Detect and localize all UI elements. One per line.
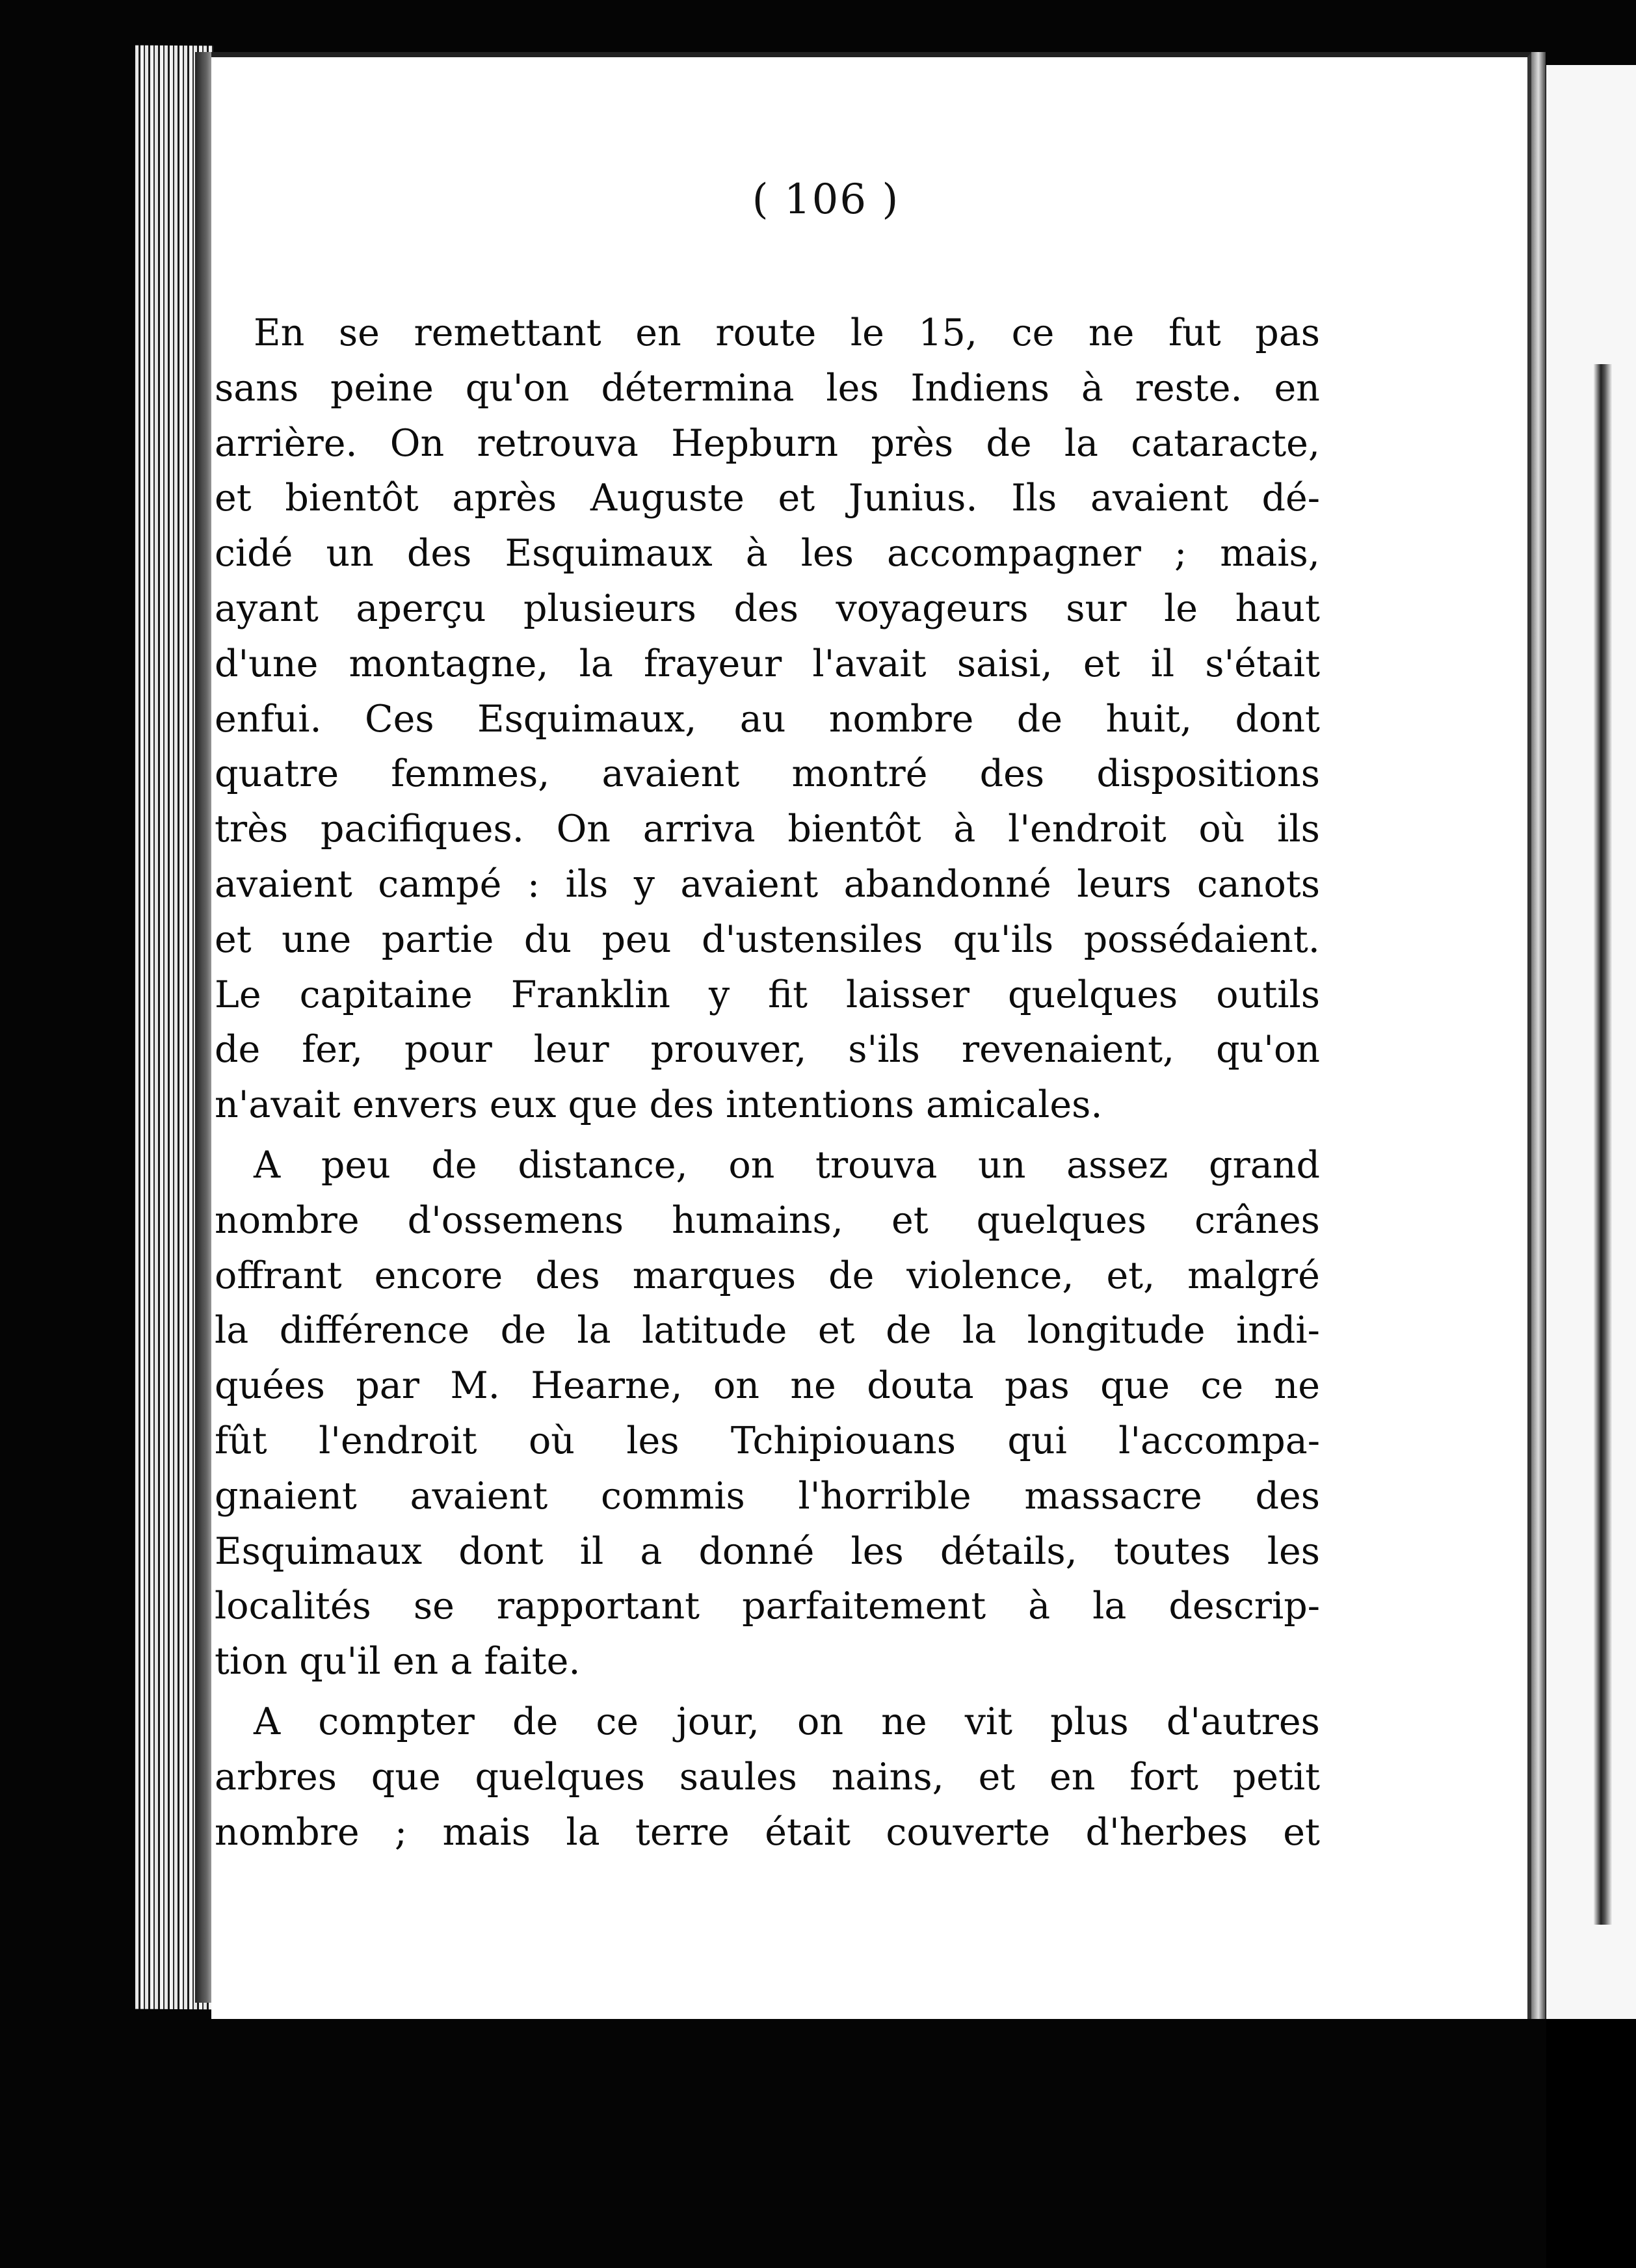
text-line: offrant encore des marques de violence, et, malgré — [215, 1254, 1320, 1297]
text-line: d'une montagne, la frayeur l'avait saisi, et il s'était — [215, 642, 1320, 685]
text-line: nombre d'ossemens humains, et quelques crânes — [215, 1198, 1320, 1242]
text-line: nombre ; mais la terre était couverte d'herbes et — [215, 1810, 1320, 1854]
text-line: A peu de distance, on trouva un assez grand — [254, 1143, 1320, 1187]
text-line: la différence de la latitude et de la longitude indi- — [215, 1309, 1320, 1352]
text-line: arrière. On retrouva Hepburn près de la cataracte, — [215, 421, 1320, 465]
text-line: Esquimaux dont il a donné les détails, toutes les — [215, 1529, 1320, 1573]
text-line: gnaient avaient commis l'horrible massacre des — [215, 1474, 1320, 1518]
page-number: ( 106 ) — [752, 176, 900, 224]
text-line: En se remettant en route le 15, ce ne fut pas — [254, 311, 1320, 354]
text-line: cidé un des Esquimaux à les accompagner ; mais, — [215, 532, 1320, 575]
scan-corner — [1546, 2019, 1636, 2268]
text-line: tion qu'il en a faite. — [215, 1640, 581, 1683]
text-line: avaient campé : ils y avaient abandonné leurs canots — [215, 862, 1320, 906]
text-line: sans peine qu'on détermina les Indiens à reste. en — [215, 366, 1320, 410]
text-line: arbres que quelques saules nains, et en fort petit — [215, 1755, 1320, 1799]
text-line: et bientôt après Auguste et Junius. Ils avaient dé- — [215, 477, 1320, 520]
paragraph-gap — [215, 1133, 1320, 1138]
facing-page-fold — [1593, 364, 1613, 1925]
text-line: quatre femmes, avaient montré des dispositions — [215, 752, 1320, 796]
body-text — [215, 306, 1320, 1860]
text-line: très pacifiques. On arriva bientôt à l'endroit où ils — [215, 808, 1320, 851]
facing-page-strip — [1546, 65, 1636, 2268]
text-line: quées par M. Hearne, on ne douta pas que ce ne — [215, 1364, 1320, 1408]
page-right-edge — [1531, 52, 1546, 2019]
text-line: ayant aperçu plusieurs des voyageurs sur le haut — [215, 587, 1320, 630]
paragraph-gap — [215, 1689, 1320, 1694]
text-line: de fer, pour leur prouver, s'ils revenaient, qu'on — [215, 1028, 1320, 1072]
text-line: fût l'endroit où les Tchipiouans qui l'accompa- — [215, 1419, 1320, 1462]
text-line: Le capitaine Franklin y fit laisser quelques outils — [215, 973, 1320, 1016]
text-line: A compter de ce jour, on ne vit plus d'autres — [254, 1700, 1320, 1743]
text-line: et une partie du peu d'ustensiles qu'ils possédaient. — [215, 917, 1320, 961]
text-line: n'avait envers eux que des intentions amicales. — [215, 1083, 1103, 1127]
text-line: localités se rapportant parfaitement à la descrip- — [215, 1585, 1320, 1628]
text-line: enfui. Ces Esquimaux, au nombre de huit, dont — [215, 697, 1320, 741]
